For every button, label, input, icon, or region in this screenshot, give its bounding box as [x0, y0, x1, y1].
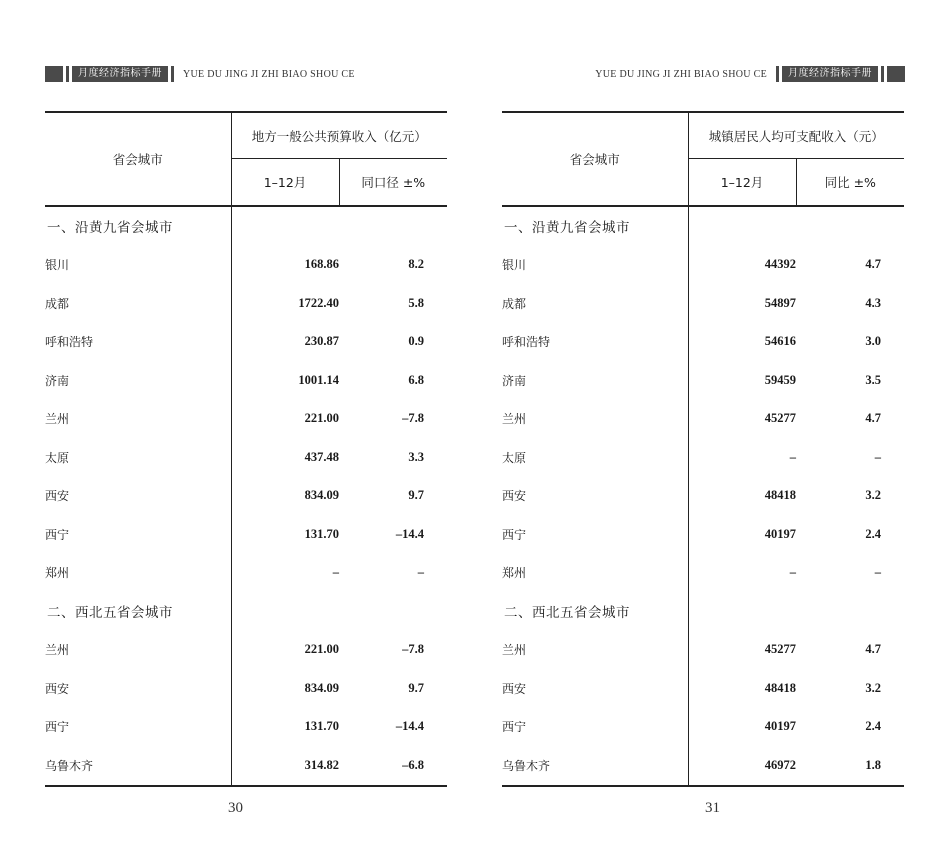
change-value: 5.8 [408, 295, 425, 310]
change-value: 3.0 [865, 334, 882, 349]
header-bar-block [45, 66, 63, 82]
table-row [45, 746, 447, 786]
period-value: 131.70 [304, 719, 339, 734]
period-value: 40197 [764, 526, 796, 541]
metric-header: 地方一般公共预算收入（亿元） [231, 112, 447, 159]
section-heading-row [502, 592, 904, 631]
city-name: 兰州 [502, 631, 688, 670]
period-value: 54897 [764, 295, 796, 310]
change-value: 9.7 [408, 680, 425, 695]
table-row [502, 631, 904, 670]
handbook-title-tag: 月度经济指标手册 [72, 66, 168, 82]
change-column-header: 同比 ±% [796, 159, 904, 207]
change-value: 3.5 [865, 372, 882, 387]
table-row [45, 669, 447, 708]
city-name: 西宁 [45, 515, 231, 554]
period-value: 131.70 [304, 526, 339, 541]
city-name: 西宁 [502, 708, 688, 747]
city-name: 郑州 [502, 554, 688, 593]
section-heading-row [45, 592, 447, 631]
change-value [796, 592, 904, 631]
table-row [502, 746, 904, 786]
running-header-left [45, 66, 361, 82]
change-value: – [874, 565, 882, 580]
city-name: 西宁 [45, 708, 231, 747]
period-value: 314.82 [231, 746, 339, 786]
period-value: 48418 [764, 680, 796, 695]
period-value: – [789, 565, 796, 580]
header-bar-thin [66, 66, 69, 82]
change-value: 4.7 [865, 257, 882, 272]
change-value: 2.4 [865, 526, 882, 541]
change-value: 8.2 [408, 257, 425, 272]
change-value: – [874, 449, 882, 464]
city-name: 兰州 [502, 400, 688, 439]
table-row [45, 515, 447, 554]
city-name: 银川 [45, 246, 231, 285]
disposable-income-table [502, 111, 904, 787]
table-row [45, 438, 447, 477]
period-value: 59459 [764, 372, 796, 387]
city-column-header: 省会城市 [502, 112, 688, 206]
section-heading-row [502, 206, 904, 246]
change-value: – [417, 565, 425, 580]
period-value: 437.48 [304, 449, 339, 464]
city-name: 西宁 [502, 515, 688, 554]
change-value: 1.8 [796, 746, 904, 786]
period-value: 221.00 [304, 642, 339, 657]
city-name: 济南 [45, 361, 231, 400]
period-value [231, 206, 339, 246]
period-value [231, 592, 339, 631]
table-row [45, 361, 447, 400]
right-page [475, 0, 950, 860]
table-row [45, 246, 447, 285]
city-name: 银川 [502, 246, 688, 285]
table-row [502, 284, 904, 323]
period-value: 45277 [764, 642, 796, 657]
city-name: 成都 [45, 284, 231, 323]
page-number: 31 [705, 800, 720, 816]
city-name: 西安 [502, 669, 688, 708]
period-value [688, 206, 796, 246]
period-value: – [332, 565, 339, 580]
header-bar-thin [171, 66, 174, 82]
table-row [502, 361, 904, 400]
city-name: 乌鲁木齐 [502, 746, 688, 786]
period-column-header: 1–12月 [688, 159, 796, 207]
change-value: 6.8 [408, 372, 425, 387]
city-name: 成都 [502, 284, 688, 323]
period-value: 44392 [764, 257, 796, 272]
change-value: 0.9 [408, 334, 425, 349]
fiscal-revenue-table [45, 111, 447, 787]
change-value: 3.2 [865, 488, 882, 503]
period-value: 1001.14 [298, 372, 339, 387]
section-title: 一、沿黄九省会城市 [45, 206, 231, 246]
city-name: 呼和浩特 [502, 323, 688, 362]
section-title: 二、西北五省会城市 [502, 592, 688, 631]
period-value: 168.86 [304, 257, 339, 272]
table-row [45, 323, 447, 362]
header-bar-thin [776, 66, 779, 82]
table-row [45, 708, 447, 747]
city-name: 兰州 [45, 631, 231, 670]
table-row [45, 631, 447, 670]
running-header-right [589, 66, 905, 82]
metric-header: 城镇居民人均可支配收入（元） [688, 112, 904, 159]
change-value: 2.4 [865, 719, 882, 734]
table-row [502, 554, 904, 593]
table-row [45, 284, 447, 323]
period-value: 45277 [764, 411, 796, 426]
section-title: 一、沿黄九省会城市 [502, 206, 688, 246]
period-value: 48418 [764, 488, 796, 503]
change-value [339, 206, 447, 246]
handbook-pinyin-title: YUE DU JING JI ZHI BIAO SHOU CE [595, 68, 767, 80]
city-name: 乌鲁木齐 [45, 746, 231, 786]
table-row [502, 515, 904, 554]
city-name: 呼和浩特 [45, 323, 231, 362]
handbook-title-tag: 月度经济指标手册 [782, 66, 878, 82]
table-row [502, 400, 904, 439]
table-row [502, 246, 904, 285]
change-value [339, 592, 447, 631]
header-bar-block [887, 66, 905, 82]
change-value: –6.8 [339, 746, 447, 786]
city-name: 西安 [45, 669, 231, 708]
period-value: 834.09 [304, 488, 339, 503]
period-value: – [789, 449, 796, 464]
change-value: –14.4 [395, 526, 425, 541]
header-bar-thin [881, 66, 884, 82]
table-row [45, 477, 447, 516]
handbook-pinyin-title: YUE DU JING JI ZHI BIAO SHOU CE [183, 68, 355, 80]
city-name: 济南 [502, 361, 688, 400]
change-value: –7.8 [402, 642, 425, 657]
change-value: 3.3 [408, 449, 425, 464]
period-value: 54616 [764, 334, 796, 349]
change-value: 4.7 [865, 642, 882, 657]
city-name: 西安 [45, 477, 231, 516]
period-value: 221.00 [304, 411, 339, 426]
change-value: –14.4 [395, 719, 425, 734]
change-value: 4.3 [865, 295, 882, 310]
change-value: –7.8 [402, 411, 425, 426]
period-value [688, 592, 796, 631]
change-value: 3.2 [865, 680, 882, 695]
city-column-header: 省会城市 [45, 112, 231, 206]
period-value: 1722.40 [298, 295, 339, 310]
change-value [796, 206, 904, 246]
city-name: 太原 [45, 438, 231, 477]
change-column-header: 同口径 ±% [339, 159, 447, 207]
period-column-header: 1–12月 [231, 159, 339, 207]
table-row [502, 438, 904, 477]
period-value: 230.87 [304, 334, 339, 349]
page-number: 30 [228, 800, 243, 816]
table-row [45, 554, 447, 593]
table-row [502, 323, 904, 362]
table-row [45, 400, 447, 439]
section-heading-row [45, 206, 447, 246]
table-row [502, 669, 904, 708]
city-name: 太原 [502, 438, 688, 477]
change-value: 4.7 [865, 411, 882, 426]
period-value: 46972 [688, 746, 796, 786]
period-value: 40197 [764, 719, 796, 734]
section-title: 二、西北五省会城市 [45, 592, 231, 631]
city-name: 西安 [502, 477, 688, 516]
table-row [502, 708, 904, 747]
change-value: 9.7 [408, 488, 425, 503]
city-name: 兰州 [45, 400, 231, 439]
table-row [502, 477, 904, 516]
city-name: 郑州 [45, 554, 231, 593]
period-value: 834.09 [304, 680, 339, 695]
